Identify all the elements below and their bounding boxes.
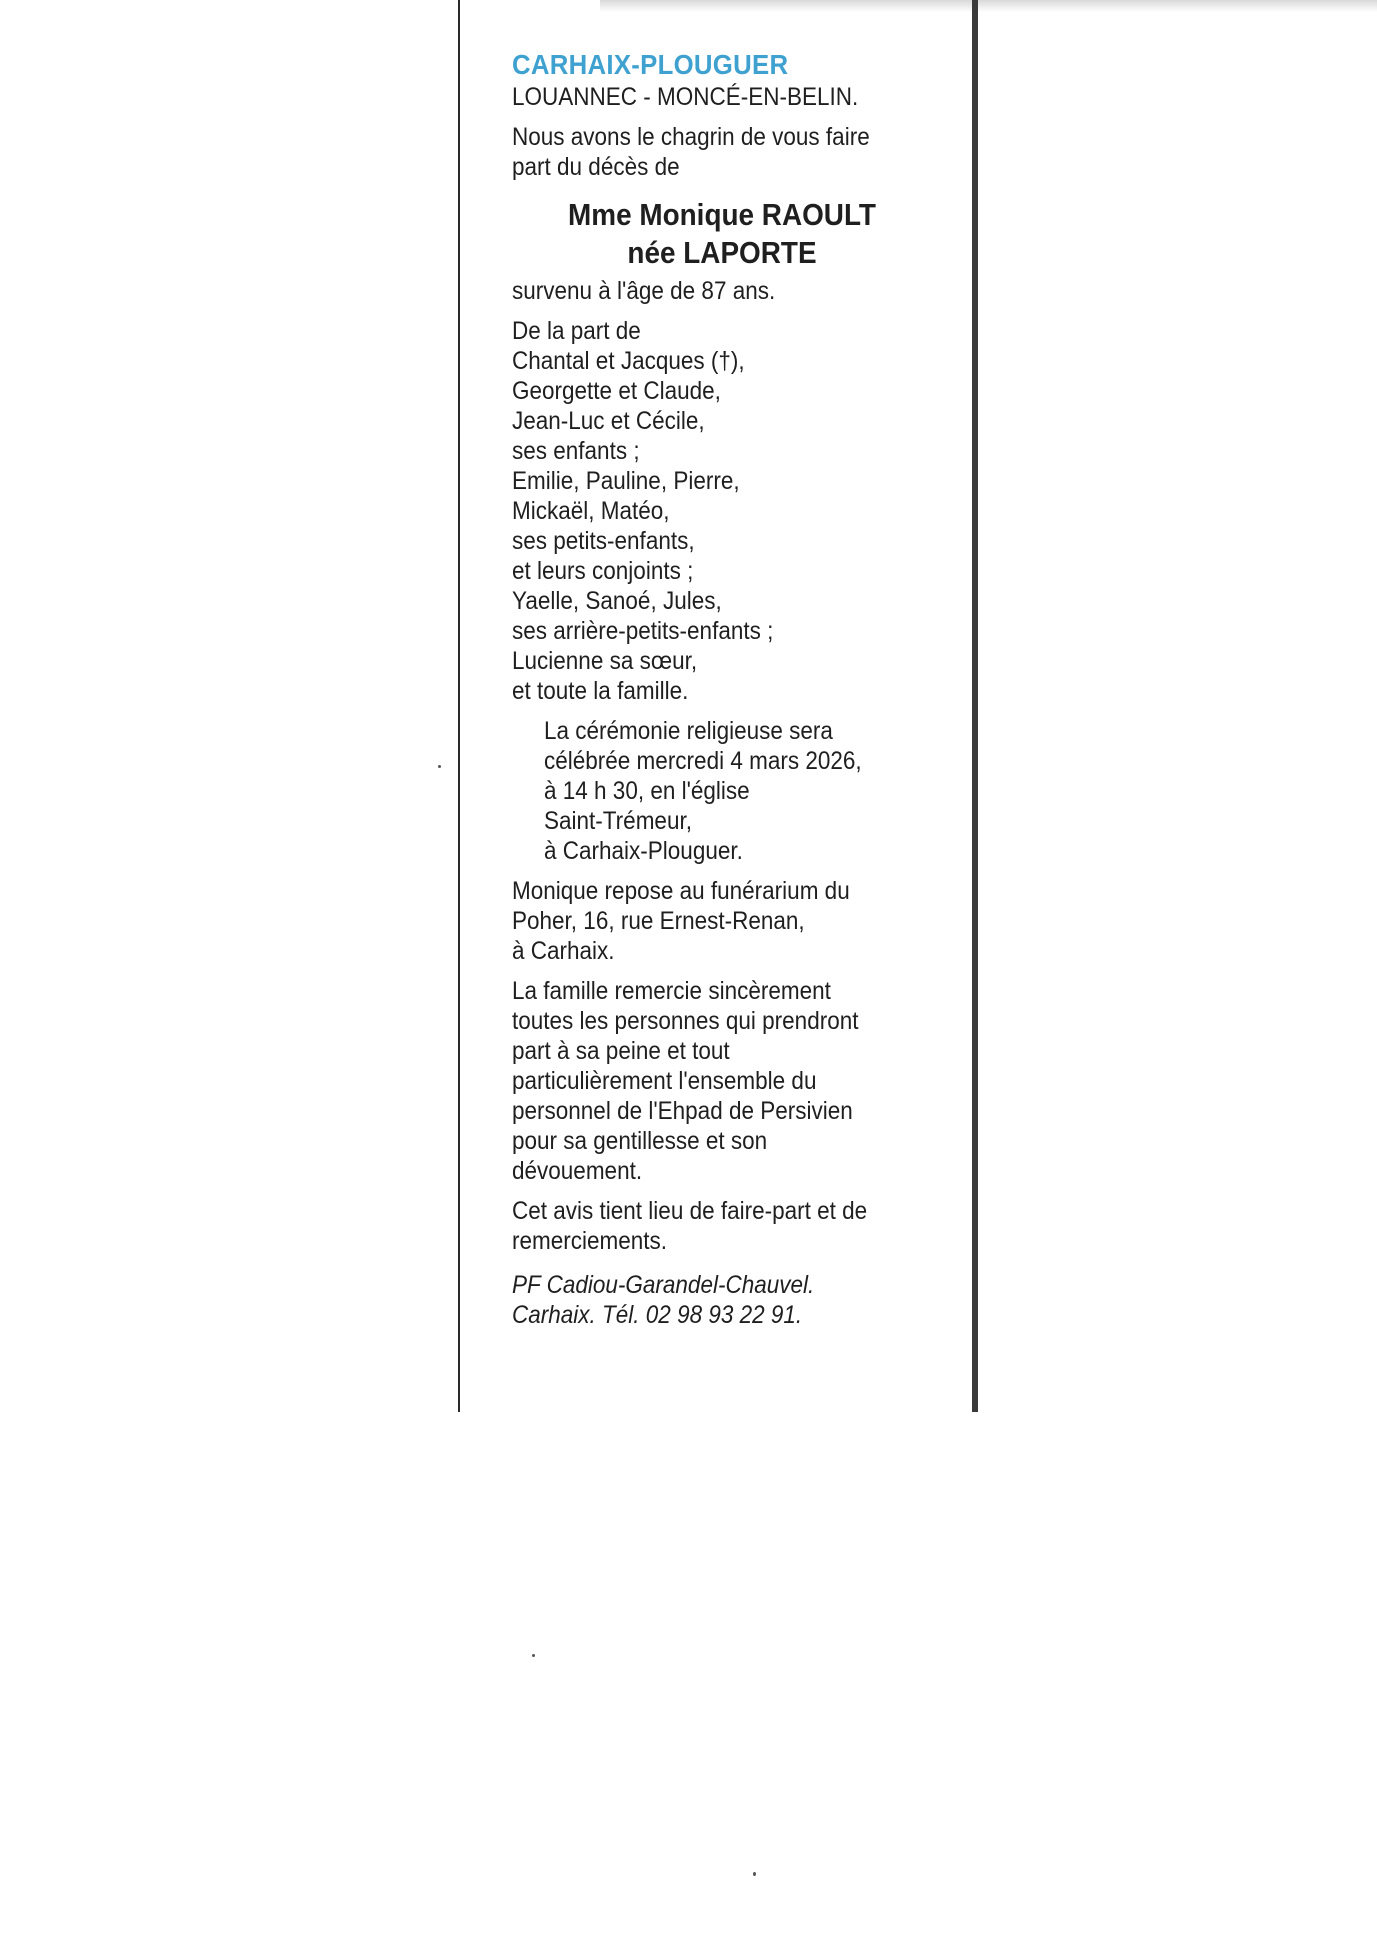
family-line: Jean-Luc et Cécile, bbox=[512, 407, 705, 435]
column-rule-right bbox=[972, 0, 978, 1412]
ceremony-block bbox=[512, 716, 932, 866]
family-line: ses petits-enfants, bbox=[512, 527, 695, 555]
thanks-line: La famille remercie sincèrement bbox=[512, 977, 831, 1005]
deceased-name: Mme Monique RAOULT bbox=[568, 197, 876, 232]
rest-line: à Carhaix. bbox=[512, 937, 615, 965]
thanks-line: particulièrement l'ensemble du bbox=[512, 1067, 817, 1095]
ceremony-line: à Carhaix-Plouguer. bbox=[544, 837, 743, 865]
statement-line: remerciements. bbox=[512, 1227, 668, 1255]
deceased-birth-name: née LAPORTE bbox=[627, 235, 817, 270]
death-notice bbox=[512, 48, 932, 1330]
age-line: survenu à l'âge de 87 ans. bbox=[512, 277, 776, 305]
scan-shading bbox=[600, 0, 1377, 12]
notice-town: CARHAIX-PLOUGUER bbox=[512, 49, 789, 80]
thanks-line: part à sa peine et tout bbox=[512, 1037, 730, 1065]
intro-line: Nous avons le chagrin de vous faire bbox=[512, 123, 870, 151]
intro-line: part du décès de bbox=[512, 153, 680, 181]
family-line: Georgette et Claude, bbox=[512, 377, 721, 405]
thanks-line: dévouement. bbox=[512, 1157, 643, 1185]
family-list bbox=[512, 316, 932, 706]
ceremony-line: célébrée mercredi 4 mars 2026, bbox=[544, 747, 862, 775]
rest-line: Poher, 16, rue Ernest-Renan, bbox=[512, 907, 805, 935]
scan-speck bbox=[532, 1654, 535, 1657]
notice-statement bbox=[512, 1196, 932, 1256]
thanks-line: personnel de l'Ehpad de Persivien bbox=[512, 1097, 853, 1125]
column-rule-left bbox=[458, 0, 460, 1412]
ceremony-line: La cérémonie religieuse sera bbox=[544, 717, 833, 745]
statement-line: Cet avis tient lieu de faire-part et de bbox=[512, 1197, 868, 1225]
rest-block bbox=[512, 876, 932, 966]
family-line: Emilie, Pauline, Pierre, bbox=[512, 467, 740, 495]
ceremony-line: à 14 h 30, en l'église bbox=[544, 777, 750, 805]
family-line: Lucienne sa sœur, bbox=[512, 647, 698, 675]
ceremony-line: Saint-Trémeur, bbox=[544, 807, 692, 835]
scan-speck bbox=[438, 765, 441, 768]
family-line: De la part de bbox=[512, 317, 641, 345]
rest-line: Monique repose au funérarium du bbox=[512, 877, 850, 905]
thanks-line: toutes les personnes qui prendront bbox=[512, 1007, 859, 1035]
family-line: Mickaël, Matéo, bbox=[512, 497, 670, 525]
family-line: Yaelle, Sanoé, Jules, bbox=[512, 587, 722, 615]
family-line: ses enfants ; bbox=[512, 437, 640, 465]
scan-speck bbox=[753, 1872, 756, 1876]
funeral-home-line: Carhaix. Tél. 02 98 93 22 91. bbox=[512, 1301, 803, 1329]
thanks-line: pour sa gentillesse et son bbox=[512, 1127, 768, 1155]
family-line: ses arrière-petits-enfants ; bbox=[512, 617, 774, 645]
funeral-home-line: PF Cadiou-Garandel-Chauvel. bbox=[512, 1271, 815, 1299]
funeral-home bbox=[512, 1270, 932, 1330]
thanks-block bbox=[512, 976, 932, 1186]
family-line: et leurs conjoints ; bbox=[512, 557, 694, 585]
notice-subtitle: LOUANNEC - MONCÉ-EN-BELIN. bbox=[512, 83, 859, 111]
notice-intro bbox=[512, 122, 932, 182]
family-line: et toute la famille. bbox=[512, 677, 689, 705]
family-line: Chantal et Jacques (†), bbox=[512, 347, 745, 375]
